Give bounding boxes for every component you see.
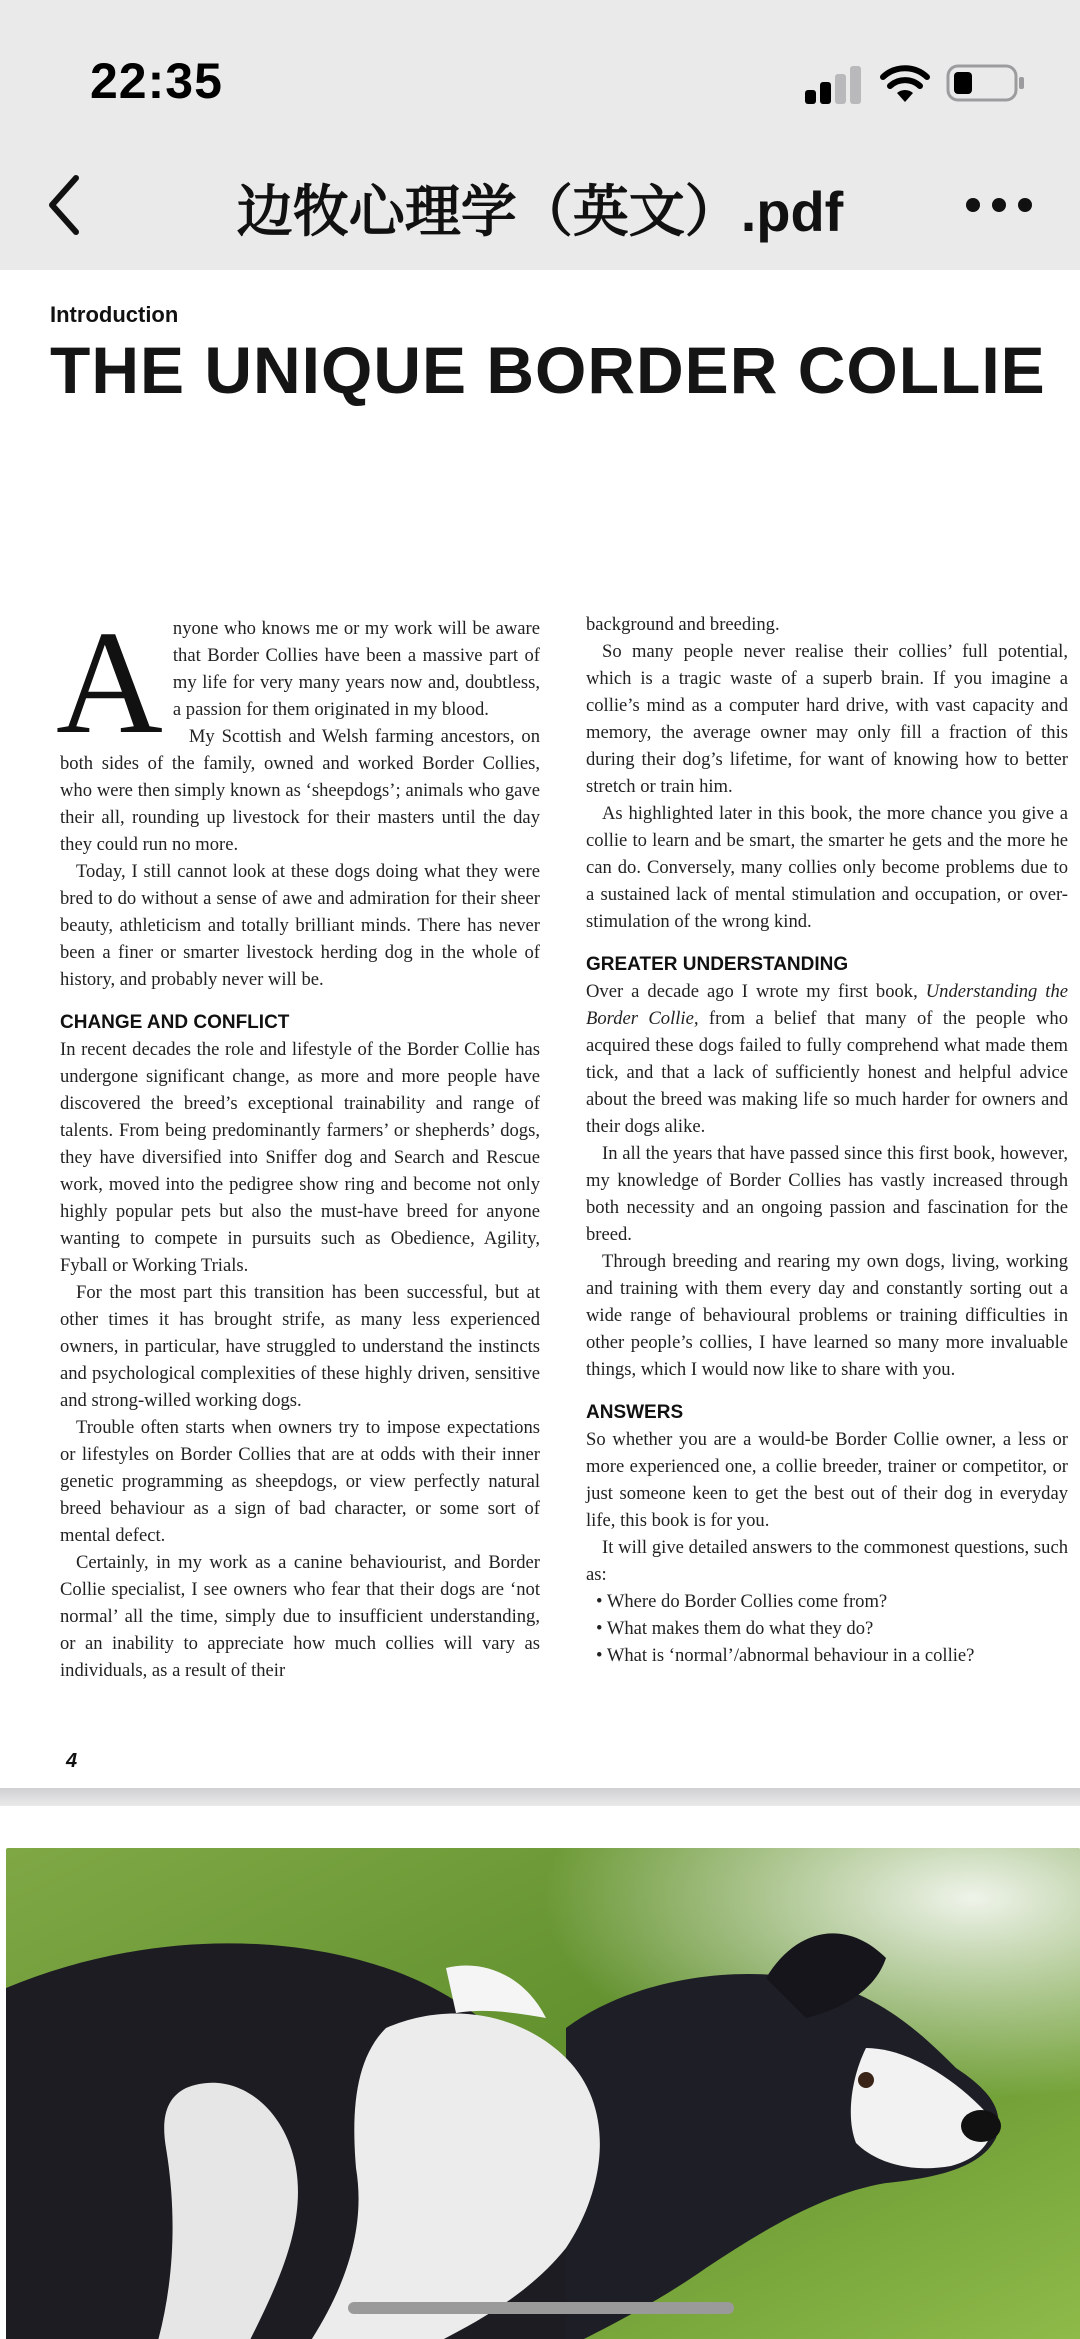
paragraph: My Scottish and Welsh farming ancestors, on both sides of the family, owned and worked Border Collies, who were then simply known as ‘sheepdogs’; animals who gave their all, rounding up livestock for their masters until the day they could run no more. xyxy=(60,726,540,855)
list-item: • What is ‘normal’/abnormal behaviour in a collie? xyxy=(596,1642,1068,1669)
paragraph: So whether you are a would-be Border Collie owner, a less or more experienced one, a collie breeder, trainer or competitor, or just someone keen to get the best out of their dog in everyday life, this book is for you. xyxy=(586,1429,1068,1531)
status-time: 22:35 xyxy=(90,53,223,109)
section-kicker: Introduction xyxy=(50,302,179,327)
page-divider xyxy=(0,1788,1080,1806)
wifi-icon xyxy=(880,62,930,104)
status-bar xyxy=(0,0,1080,150)
section-heading: GREATER UNDERSTANDING xyxy=(586,954,849,975)
paragraph: background and breeding. xyxy=(586,614,780,635)
page-headline: THE UNIQUE BORDER COLLIE xyxy=(50,333,1046,407)
list-item: • What makes them do what they do? xyxy=(596,1615,1068,1642)
document-title: 边牧心理学（英文）.pdf xyxy=(236,180,844,243)
paragraph: It will give detailed answers to the commonest questions, such as: xyxy=(586,1537,1068,1585)
paragraph: So many people never realise their collies’ full potential, which is a tragic waste of a superb brain. If you imagine a collie’s mind as a computer hard drive, with vast capacity and memory, the average owner may only fill a fraction of this during their dog’s lifetime, for want of knowing how to better stretch or train him. xyxy=(586,641,1068,797)
paragraph: Anyone who knows me or my work will be aware that Border Collies have been a massive part of my life for very many years now and, doubtless, a passion for them originated in my blood. xyxy=(56,601,540,765)
home-indicator[interactable] xyxy=(348,2302,734,2314)
question-list xyxy=(586,1588,1068,1669)
paragraph: In all the years that have passed since this first book, however, my knowledge of Border Collies has vastly increased through both necessity and an ongoing passion and fascination for the breed. xyxy=(586,1143,1068,1245)
left-column xyxy=(56,601,540,1684)
border-collie-photo xyxy=(6,1848,1080,2339)
section-heading: CHANGE AND CONFLICT xyxy=(60,1012,290,1033)
more-options-icon[interactable] xyxy=(960,190,1040,220)
pdf-page-next xyxy=(0,1806,1080,2339)
list-item: • Where do Border Collies come from? xyxy=(596,1588,1068,1615)
battery-icon xyxy=(946,63,1026,103)
paragraph: For the most part this transition has been successful, but at other times it has brought strife, as many less experienced owners, in particular, have struggled to understand the instincts and psychological complexities of these highly driven, sensitive and strong-willed working dogs. xyxy=(60,1282,540,1411)
page-number: 4 xyxy=(66,1750,78,1772)
paragraph: Trouble often starts when owners try to impose expectations or lifestyles on Border Collies that are at odds with their inner genetic programming as sheepdogs, or view perfectly natural breed behaviour as a sign of bad character, or some sort of mental defect. xyxy=(60,1417,540,1546)
drop-cap: A xyxy=(56,601,163,765)
paragraph: In recent decades the role and lifestyle of the Border Collie has undergone significant change, as more and more people have discovered the breed’s exceptional trainability and range of talents. From being predominantly farmers’ or shepherds’ dogs, they have diversified into Sniffer dog and Search and Rescue work, moved into the pedigree show ring and become not only highly popular pets but also the must-have breed for anyone wanting to compete in pursuits such as Obedience, Agility, Fyball or Working Trials. xyxy=(60,1039,540,1276)
section-heading: ANSWERS xyxy=(586,1402,684,1423)
cellular-signal-icon xyxy=(805,64,865,104)
right-column xyxy=(586,611,1068,1669)
paragraph: As highlighted later in this book, the more chance you give a collie to learn and be smart, the smarter he gets and the more he can do. Conversely, many collies only become problems due to a sustained lack of mental stimulation and occupation, or over-stimulation of the wrong kind. xyxy=(586,803,1068,932)
paragraph: Certainly, in my work as a canine behaviourist, and Border Collie specialist, I see owners who fear that their dogs are ‘not normal’ all the time, simply due to insufficient understanding, or an inability to appreciate how much collies will vary as individuals, as a result of their xyxy=(60,1552,540,1681)
paragraph: Over a decade ago I wrote my first book, Understanding the Border Collie, from a belief that many of the people who acquired these dogs failed to fully comprehend what made them tick, and that a lack of sufficiently honest and helpful advice about the breed was making life so much harder for owners and their dogs alike. xyxy=(586,981,1068,1137)
paragraph: Today, I still cannot look at these dogs doing what they were bred to do without a sense of awe and admiration for their sheer beauty, athleticism and totally brilliant minds. There has never been a finer or smarter livestock herding dog in the whole of history, and probably never will be. xyxy=(60,861,540,990)
paragraph: Through breeding and rearing my own dogs, living, working and training with them every day and constantly sorting out a wide range of behavioural problems or training difficulties in other people’s collies, I have learned so many more invaluable things, which I would now like to share with you. xyxy=(586,1251,1068,1380)
pdf-page xyxy=(0,270,1080,1788)
back-chevron-icon[interactable] xyxy=(40,170,90,240)
